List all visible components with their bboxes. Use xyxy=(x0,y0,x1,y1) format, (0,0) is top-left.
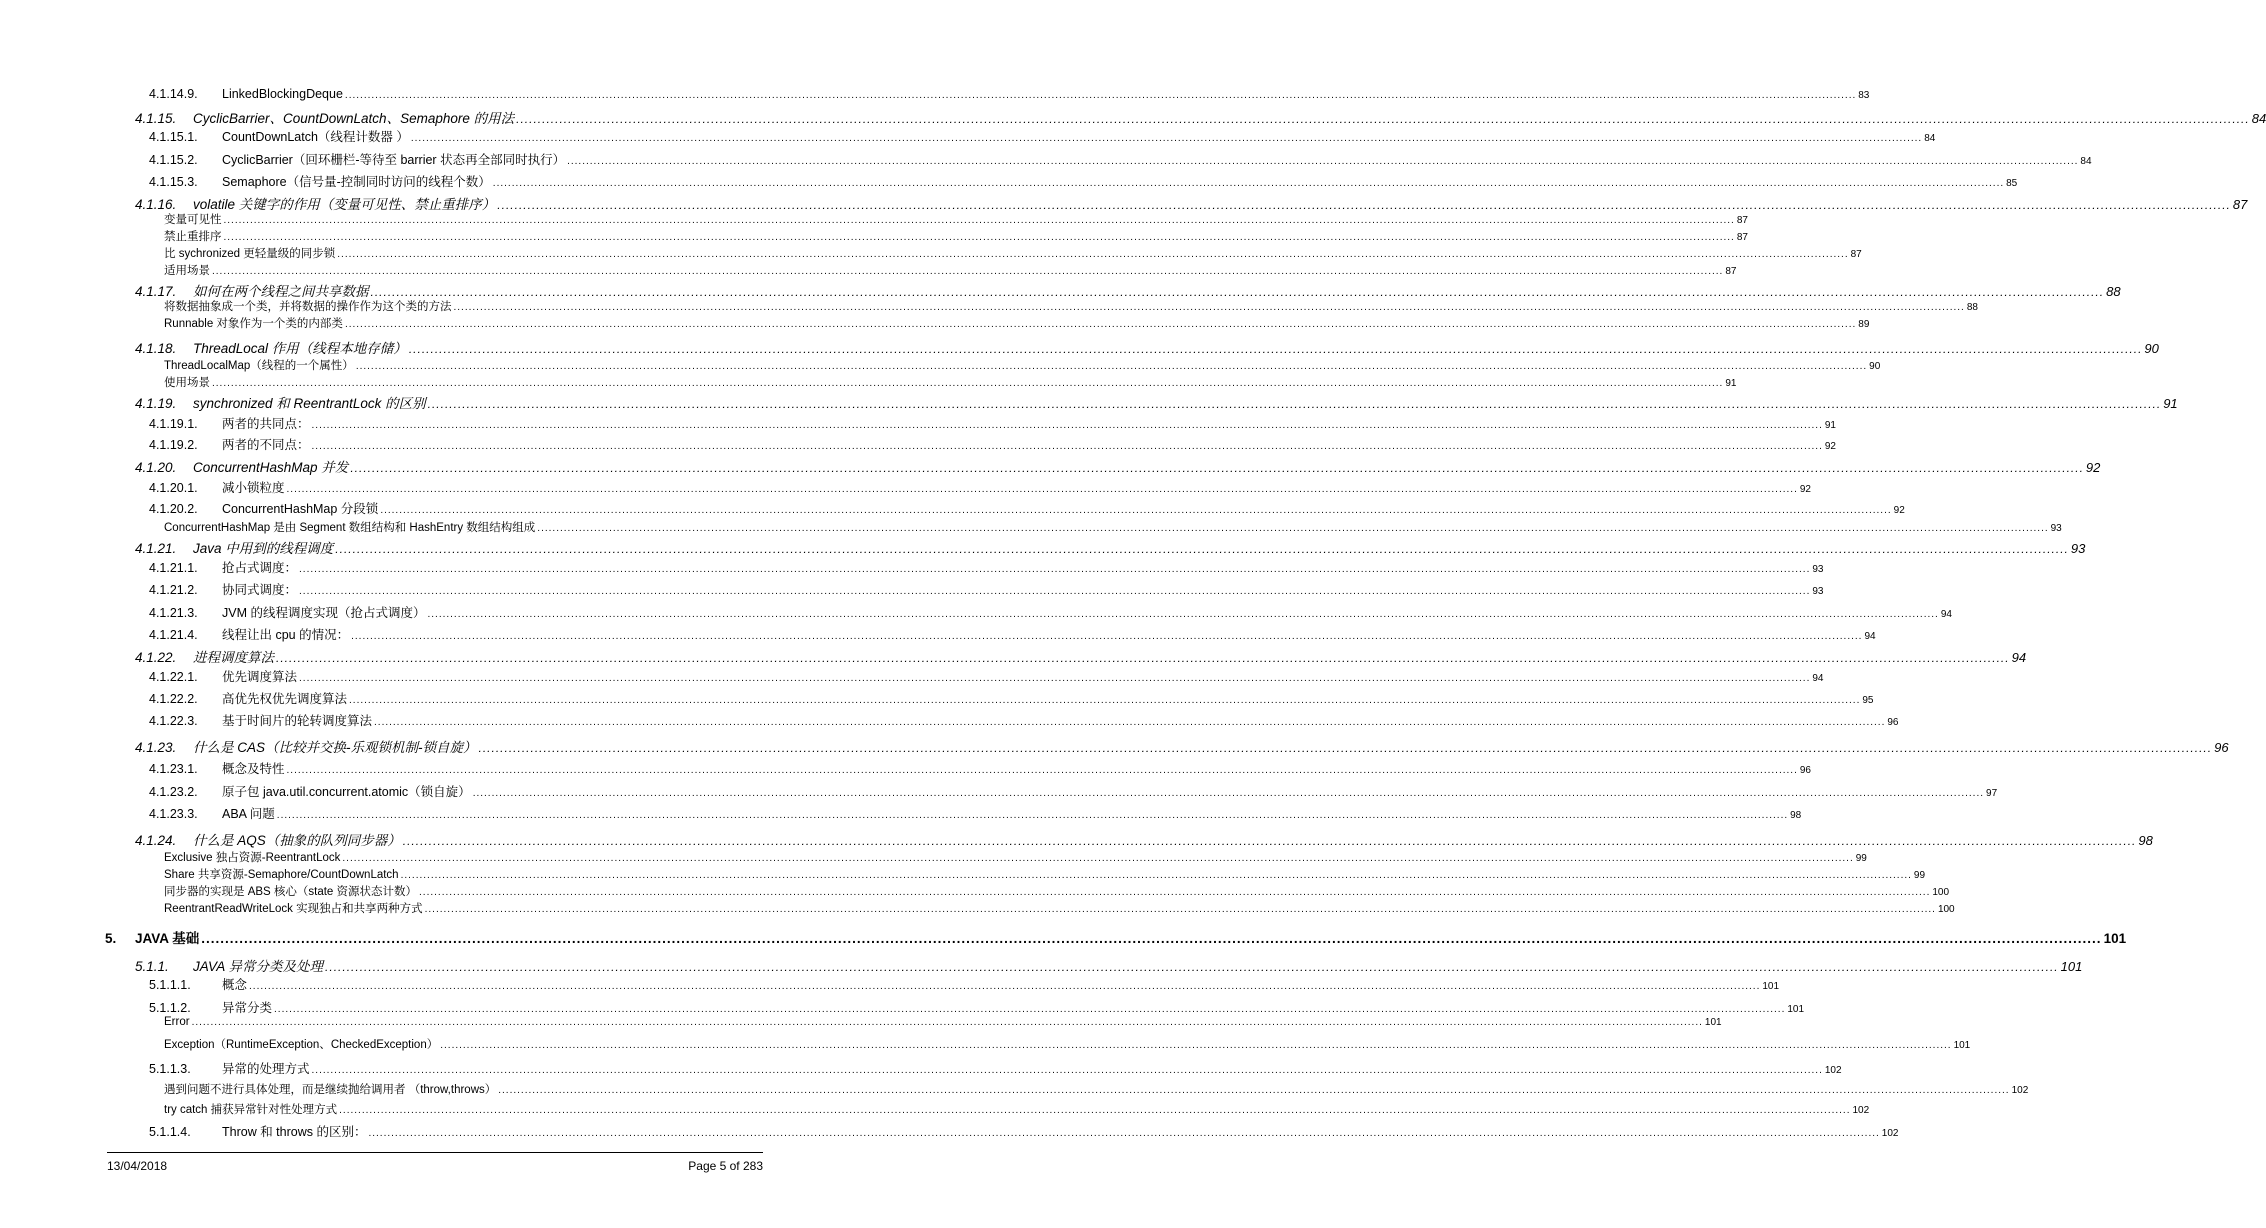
toc-entry-page: 88 xyxy=(2106,284,2121,299)
toc-entry-title: ThreadLocalMap（线程的一个属性） xyxy=(164,360,354,372)
toc-dot-leader: ................................................................................................................................................................................................................................................................................................................................................................................................................ xyxy=(201,931,2102,946)
toc-entry-page: 101 xyxy=(2103,931,2127,946)
toc-entry-title: ThreadLocal 作用（线程本地存储） xyxy=(193,341,407,356)
toc-entry-number: 4.1.24. xyxy=(135,833,177,848)
toc-dot-leader: ................................................................................................................................................................................................................................................................................................................................................................................................................ xyxy=(424,904,1936,915)
toc-entry-title: Error xyxy=(164,1016,190,1028)
toc-entry[interactable] xyxy=(149,580,1824,598)
toc-dot-leader: ................................................................................................................................................................................................................................................................................................................................................................................................................ xyxy=(276,810,1789,821)
toc-entry-page: 93 xyxy=(1812,564,1824,575)
toc-dot-leader: ................................................................................................................................................................................................................................................................................................................................................................................................................ xyxy=(191,1017,1703,1028)
toc-entry[interactable] xyxy=(135,537,2086,557)
toc-dot-leader: ................................................................................................................................................................................................................................................................................................................................................................................................................ xyxy=(299,673,1811,684)
toc-entry-title: 两者的共同点： xyxy=(222,417,310,431)
toc-dot-leader: ................................................................................................................................................................................................................................................................................................................................................................................................................ xyxy=(311,420,1823,431)
toc-entry-number: 4.1.15. xyxy=(135,111,177,126)
toc-entry-number: 5.1.1.2. xyxy=(149,1001,191,1015)
toc-entry-number: 4.1.14.9. xyxy=(149,87,198,101)
toc-entry[interactable] xyxy=(164,519,2062,535)
toc-entry-page: 101 xyxy=(1762,981,1780,992)
toc-entry-title: Java 中用到的线程调度 xyxy=(193,541,334,556)
toc-dot-leader: ................................................................................................................................................................................................................................................................................................................................................................................................................ xyxy=(351,631,1863,642)
toc-entry[interactable] xyxy=(135,456,2101,476)
toc-dot-leader: ................................................................................................................................................................................................................................................................................................................................................................................................................ xyxy=(212,266,1724,277)
toc-entry-title: 异常的处理方式 xyxy=(222,1062,310,1076)
toc-entry-title: 协同式调度： xyxy=(222,583,298,597)
toc-entry-page: 88 xyxy=(1966,302,1978,313)
toc-entry-title: 适用场景 xyxy=(164,265,210,277)
toc-entry[interactable] xyxy=(149,689,1874,707)
toc-dot-leader: ................................................................................................................................................................................................................................................................................................................................................................................................................ xyxy=(427,609,1939,620)
toc-dot-leader: ................................................................................................................................................................................................................................................................................................................................................................................................................ xyxy=(274,1004,1786,1015)
toc-dot-leader: ................................................................................................................................................................................................................................................................................................................................................................................................................ xyxy=(537,523,2049,534)
toc-dot-leader: ................................................................................................................................................................................................................................................................................................................................................................................................................ xyxy=(344,319,1857,330)
toc-dot-leader: ................................................................................................................................................................................................................................................................................................................................................................................................................ xyxy=(497,198,2231,212)
toc-entry-title: 抢占式调度： xyxy=(222,561,298,575)
toc-entry-number: 4.1.21. xyxy=(135,541,177,556)
toc-entry-number: 4.1.19. xyxy=(135,396,177,411)
toc-dot-leader: ................................................................................................................................................................................................................................................................................................................................................................................................................ xyxy=(286,484,1798,495)
toc-entry-page: 98 xyxy=(2138,833,2153,848)
toc-entry-page: 90 xyxy=(2144,341,2159,356)
toc-entry-page: 102 xyxy=(1852,1105,1870,1116)
toc-entry-title: 优先调度算法 xyxy=(222,670,298,684)
toc-entry[interactable] xyxy=(135,736,2229,756)
toc-entry-page: 91 xyxy=(1824,420,1836,431)
toc-entry-page: 102 xyxy=(1824,1065,1842,1076)
toc-entry-title: 异常分类 xyxy=(222,1001,273,1015)
toc-dot-leader: ................................................................................................................................................................................................................................................................................................................................................................................................................ xyxy=(380,505,1892,516)
toc-dot-leader: ................................................................................................................................................................................................................................................................................................................................................................................................................ xyxy=(370,285,2105,299)
toc-entry-page: 102 xyxy=(2011,1085,2029,1096)
toc-dot-leader: ................................................................................................................................................................................................................................................................................................................................................................................................................ xyxy=(344,90,1857,101)
toc-entry-title: 概念及特性 xyxy=(222,762,285,776)
toc-entry-number: 5.1.1.1. xyxy=(149,978,191,992)
toc-entry-page: 100 xyxy=(1932,887,1950,898)
toc-entry[interactable] xyxy=(149,625,1876,643)
toc-dot-leader: ................................................................................................................................................................................................................................................................................................................................................................................................................ xyxy=(339,1105,1851,1116)
toc-entry-title: 同步器的实现是 ABS 核心（state 资源状态计数） xyxy=(164,886,418,898)
toc-entry-page: 94 xyxy=(1940,609,1952,620)
toc-entry-title: Throw 和 throws 的区别： xyxy=(222,1125,367,1139)
toc-entry[interactable] xyxy=(164,849,1867,865)
toc-entry-title: ReentrantReadWriteLock 实现独占和共享两种方式 xyxy=(164,903,423,915)
toc-entry[interactable] xyxy=(164,298,1978,314)
toc-dot-leader: ................................................................................................................................................................................................................................................................................................................................................................................................................ xyxy=(342,853,1854,864)
toc-entry-title: 变量可见性 xyxy=(164,214,222,226)
toc-entry-page: 98 xyxy=(1790,810,1802,821)
toc-entry[interactable] xyxy=(149,804,1802,822)
toc-entry-page: 94 xyxy=(2011,650,2027,665)
toc-dot-leader: ................................................................................................................................................................................................................................................................................................................................................................................................................ xyxy=(325,960,2059,974)
toc-entry[interactable] xyxy=(164,900,1955,916)
toc-entry[interactable] xyxy=(164,211,1748,227)
page-footer xyxy=(107,1152,763,1173)
toc-dot-leader: ................................................................................................................................................................................................................................................................................................................................................................................................................ xyxy=(311,1065,1823,1076)
toc-dot-leader: ................................................................................................................................................................................................................................................................................................................................................................................................................ xyxy=(349,695,1861,706)
toc-entry-title: 减小锁粒度 xyxy=(222,481,285,495)
toc-entry[interactable] xyxy=(164,245,1862,261)
toc-entry[interactable] xyxy=(149,435,1836,453)
toc-dot-leader: ................................................................................................................................................................................................................................................................................................................................................................................................................ xyxy=(453,302,1965,313)
toc-entry-number: 5.1.1.3. xyxy=(149,1062,191,1076)
toc-entry-number: 5. xyxy=(105,931,117,946)
toc-entry[interactable] xyxy=(164,315,1870,331)
toc-entry[interactable] xyxy=(149,499,1905,517)
toc-entry-page: 85 xyxy=(2006,178,2018,189)
toc-dot-leader: ................................................................................................................................................................................................................................................................................................................................................................................................................ xyxy=(299,564,1811,575)
toc-dot-leader: ................................................................................................................................................................................................................................................................................................................................................................................................................ xyxy=(311,441,1823,452)
toc-entry-title: ABA 问题 xyxy=(222,807,275,821)
toc-dot-leader: ................................................................................................................................................................................................................................................................................................................................................................................................................ xyxy=(408,342,2143,356)
toc-entry-page: 97 xyxy=(1986,788,1998,799)
toc-entry[interactable] xyxy=(149,150,2092,168)
toc-entry-page: 101 xyxy=(1704,1017,1722,1028)
toc-entry-number: 4.1.21.1. xyxy=(149,561,198,575)
toc-entry-title: Runnable 对象作为一个类的内部类 xyxy=(164,318,343,330)
toc-entry-page: 84 xyxy=(2080,156,2092,167)
toc-entry-title: LinkedBlockingDeque xyxy=(222,87,343,101)
toc-entry[interactable] xyxy=(149,782,1998,800)
toc-dot-leader: ................................................................................................................................................................................................................................................................................................................................................................................................................ xyxy=(223,215,1735,226)
toc-entry-page: 91 xyxy=(2163,396,2178,411)
toc-entry-title: 遇到问题不进行具体处理，而是继续抛给调用者 （throw,throws） xyxy=(164,1084,497,1096)
toc-entry[interactable] xyxy=(164,1036,1971,1052)
toc-entry-page: 101 xyxy=(2060,959,2083,974)
toc-entry-page: 89 xyxy=(1858,319,1870,330)
toc-dot-leader: ................................................................................................................................................................................................................................................................................................................................................................................................................ xyxy=(498,1085,2010,1096)
toc-entry[interactable] xyxy=(135,829,2153,849)
toc-entry-page: 84 xyxy=(1924,133,1936,144)
toc-entry-title: 进程调度算法 xyxy=(193,650,274,665)
toc-entry-number: 4.1.15.2. xyxy=(149,153,198,167)
toc-dot-leader: ................................................................................................................................................................................................................................................................................................................................................................................................................ xyxy=(402,834,2137,848)
toc-entry-title: try catch 捕获异常针对性处理方式 xyxy=(164,1104,338,1116)
toc-entry[interactable] xyxy=(105,927,2127,947)
toc-entry-page: 100 xyxy=(1937,904,1955,915)
toc-entry-page: 96 xyxy=(1799,765,1811,776)
toc-dot-leader: ................................................................................................................................................................................................................................................................................................................................................................................................................ xyxy=(410,133,1923,144)
toc-entry-page: 92 xyxy=(1799,484,1811,495)
toc-dot-leader: ................................................................................................................................................................................................................................................................................................................................................................................................................ xyxy=(516,112,2250,126)
toc-dot-leader: ................................................................................................................................................................................................................................................................................................................................................................................................................ xyxy=(374,717,1886,728)
toc-entry[interactable] xyxy=(164,1081,2029,1097)
toc-entry-title: CyclicBarrier（回环栅栏-等待至 barrier 状态再全部同时执行） xyxy=(222,153,566,167)
toc-dot-leader: ................................................................................................................................................................................................................................................................................................................................................................................................................ xyxy=(355,361,1868,372)
toc-entry-number: 4.1.15.3. xyxy=(149,175,198,189)
toc-entry-page: 102 xyxy=(1881,1128,1899,1139)
toc-entry[interactable] xyxy=(164,357,1881,373)
toc-entry[interactable] xyxy=(164,866,1926,882)
toc-entry-title: CountDownLatch（线程计数器 ） xyxy=(222,130,409,144)
toc-entry-title: 高优先权优先调度算法 xyxy=(222,692,348,706)
toc-entry-title: Semaphore（信号量-控制同时访问的线程个数） xyxy=(222,175,491,189)
toc-entry[interactable] xyxy=(149,998,1805,1016)
toc-entry[interactable] xyxy=(164,883,1950,899)
toc-entry-number: 4.1.22.1. xyxy=(149,670,198,684)
toc-entry[interactable] xyxy=(135,193,2248,213)
toc-entry[interactable] xyxy=(135,107,2266,127)
toc-entry-title: 线程让出 cpu 的情况： xyxy=(222,628,350,642)
toc-entry-title: JAVA 基础 xyxy=(135,931,200,946)
toc-entry-page: 87 xyxy=(1725,266,1737,277)
toc-entry-title: 两者的不同点： xyxy=(222,438,310,452)
toc-entry-title: ConcurrentHashMap 分段锁 xyxy=(222,502,379,516)
toc-entry-title: Share 共享资源-Semaphore/CountDownLatch xyxy=(164,869,399,881)
toc-entry-number: 4.1.18. xyxy=(135,341,177,356)
toc-entry-title: 基于时间片的轮转调度算法 xyxy=(222,714,373,728)
toc-entry-title: ConcurrentHashMap 并发 xyxy=(193,460,349,475)
toc-entry-number: 5.1.1.4. xyxy=(149,1125,191,1139)
toc-entry[interactable] xyxy=(149,711,1899,729)
toc-entry[interactable] xyxy=(149,667,1824,685)
toc-entry[interactable] xyxy=(149,759,1811,777)
toc-dot-leader: ................................................................................................................................................................................................................................................................................................................................................................................................................ xyxy=(492,178,2005,189)
toc-entry[interactable] xyxy=(149,87,1870,101)
toc-entry[interactable] xyxy=(149,414,1836,432)
toc-entry-page: 99 xyxy=(1855,853,1867,864)
toc-entry-number: 4.1.19.1. xyxy=(149,417,198,431)
toc-entry[interactable] xyxy=(164,262,1737,278)
toc-entry[interactable] xyxy=(149,478,1811,496)
toc-dot-leader: ................................................................................................................................................................................................................................................................................................................................................................................................................ xyxy=(472,788,1985,799)
toc-entry-page: 87 xyxy=(2232,197,2248,212)
toc-dot-leader: ................................................................................................................................................................................................................................................................................................................................................................................................................ xyxy=(419,887,1931,898)
toc-entry-page: 93 xyxy=(2070,541,2086,556)
toc-dot-leader: ................................................................................................................................................................................................................................................................................................................................................................................................................ xyxy=(223,232,1735,243)
toc-entry-page: 101 xyxy=(1787,1004,1805,1015)
toc-entry-page: 87 xyxy=(1736,215,1748,226)
toc-entry-number: 4.1.22. xyxy=(135,650,177,665)
toc-entry[interactable] xyxy=(135,280,2121,300)
toc-entry-number: 4.1.15.1. xyxy=(149,130,198,144)
toc-entry-page: 101 xyxy=(1953,1040,1971,1051)
toc-entry-title: 原子包 java.util.concurrent.atomic（锁自旋） xyxy=(222,785,471,799)
toc-entry-title: synchronized 和 ReentrantLock 的区别 xyxy=(193,396,426,411)
toc-dot-leader: ................................................................................................................................................................................................................................................................................................................................................................................................................ xyxy=(368,1128,1880,1139)
toc-entry[interactable] xyxy=(135,392,2178,412)
toc-entry-page: 87 xyxy=(1850,249,1862,260)
toc-dot-leader: ................................................................................................................................................................................................................................................................................................................................................................................................................ xyxy=(440,1040,1952,1051)
toc-entry[interactable] xyxy=(164,1016,1722,1028)
toc-dot-leader: ................................................................................................................................................................................................................................................................................................................................................................................................................ xyxy=(337,249,1849,260)
toc-dot-leader: ................................................................................................................................................................................................................................................................................................................................................................................................................ xyxy=(350,461,2084,475)
toc-entry[interactable] xyxy=(149,127,1936,145)
toc-entry-title: 如何在两个线程之间共享数据 xyxy=(193,284,369,299)
toc-entry-page: 94 xyxy=(1864,631,1876,642)
toc-entry-number: 4.1.23. xyxy=(135,740,177,755)
toc-entry-number: 4.1.23.2. xyxy=(149,785,198,799)
toc-entry-page: 93 xyxy=(2050,523,2062,534)
toc-entry[interactable] xyxy=(135,955,2083,975)
footer-page-number: Page 5 of 283 xyxy=(688,1159,763,1173)
toc-entry-title: 概念 xyxy=(222,978,248,992)
toc-entry-page: 87 xyxy=(1736,232,1748,243)
toc-entry-number: 4.1.21.3. xyxy=(149,606,198,620)
toc-entry-page: 99 xyxy=(1913,870,1926,881)
toc-entry-page: 92 xyxy=(1893,505,1905,516)
toc-entry-page: 94 xyxy=(1812,673,1824,684)
toc-entry-title: 什么是 AQS（抽象的队列同步器） xyxy=(193,833,401,848)
toc-entry-title: volatile 关键字的作用（变量可见性、禁止重排序） xyxy=(193,197,496,212)
toc-entry-number: 4.1.20.2. xyxy=(149,502,198,516)
toc-entry-number: 4.1.20. xyxy=(135,460,177,475)
toc-entry-number: 4.1.22.2. xyxy=(149,692,198,706)
toc-entry-title: Exclusive 独占资源-ReentrantLock xyxy=(164,852,341,864)
toc-entry-page: 90 xyxy=(1869,361,1881,372)
toc-entry[interactable] xyxy=(149,172,2018,190)
toc-entry[interactable] xyxy=(149,603,1952,621)
toc-entry-number: 4.1.23.1. xyxy=(149,762,198,776)
toc-entry-title: JVM 的线程调度实现（抢占式调度） xyxy=(222,606,426,620)
toc-dot-leader: ................................................................................................................................................................................................................................................................................................................................................................................................................ xyxy=(567,156,2079,167)
toc-entry-number: 4.1.17. xyxy=(135,284,177,299)
toc-dot-leader: ................................................................................................................................................................................................................................................................................................................................................................................................................ xyxy=(212,378,1724,389)
toc-entry[interactable] xyxy=(149,1122,1899,1140)
toc-entry[interactable] xyxy=(149,975,1780,993)
toc-entry-page: 91 xyxy=(1725,378,1737,389)
toc-entry-number: 4.1.21.4. xyxy=(149,628,198,642)
toc-entry-title: CyclicBarrier、CountDownLatch、Semaphore 的用法 xyxy=(193,111,515,126)
toc-dot-leader: ................................................................................................................................................................................................................................................................................................................................................................................................................ xyxy=(400,870,1912,881)
toc-entry[interactable] xyxy=(135,646,2027,666)
toc-dot-leader: ................................................................................................................................................................................................................................................................................................................................................................................................................ xyxy=(427,397,2162,411)
toc-entry-number: 4.1.19.2. xyxy=(149,438,198,452)
toc-dot-leader: ................................................................................................................................................................................................................................................................................................................................................................................................................ xyxy=(249,981,1761,992)
toc-entry-page: 92 xyxy=(1824,441,1836,452)
toc-entry-number: 4.1.22.3. xyxy=(149,714,198,728)
toc-entry-page: 93 xyxy=(1812,586,1824,597)
toc-entry-title: Exception（RuntimeException、CheckedException） xyxy=(164,1039,439,1051)
toc-entry-page: 95 xyxy=(1862,695,1874,706)
toc-entry[interactable] xyxy=(164,1101,1870,1117)
toc-entry-page: 83 xyxy=(1858,90,1870,101)
footer-date: 13/04/2018 xyxy=(107,1159,168,1173)
toc-entry[interactable] xyxy=(149,558,1824,576)
toc-entry[interactable] xyxy=(149,1059,1842,1077)
toc-entry-title: 什么是 CAS（比较并交换-乐观锁机制-锁自旋） xyxy=(193,740,477,755)
toc-entry[interactable] xyxy=(135,337,2159,357)
toc-dot-leader: ................................................................................................................................................................................................................................................................................................................................................................................................................ xyxy=(286,765,1798,776)
toc-entry-number: 4.1.23.3. xyxy=(149,807,198,821)
toc-entry-number: 4.1.21.2. xyxy=(149,583,198,597)
toc-dot-leader: ................................................................................................................................................................................................................................................................................................................................................................................................................ xyxy=(299,586,1811,597)
toc-entry-title: 将数据抽象成一个类，并将数据的操作作为这个类的方法 xyxy=(164,301,452,313)
toc-dot-leader: ................................................................................................................................................................................................................................................................................................................................................................................................................ xyxy=(276,651,2010,665)
toc-entry-title: ConcurrentHashMap 是由 Segment 数组结构和 HashEntry 数组结构组成 xyxy=(164,522,536,534)
toc-entry-number: 4.1.16. xyxy=(135,197,177,212)
toc-entry-number: 4.1.20.1. xyxy=(149,481,198,495)
toc-entry-title: 比 sychronized 更轻量级的同步锁 xyxy=(164,248,336,260)
toc-entry[interactable] xyxy=(164,228,1748,244)
toc-entry-title: JAVA 异常分类及处理 xyxy=(193,959,324,974)
toc-dot-leader: ................................................................................................................................................................................................................................................................................................................................................................................................................ xyxy=(335,542,2069,556)
toc-dot-leader: ................................................................................................................................................................................................................................................................................................................................................................................................................ xyxy=(478,741,2213,755)
toc-entry[interactable] xyxy=(164,374,1737,390)
toc-entry-title: 使用场景 xyxy=(164,377,210,389)
toc-entry-page: 96 xyxy=(2214,740,2229,755)
toc-entry-page: 96 xyxy=(1887,717,1899,728)
toc-entry-page: 92 xyxy=(2085,460,2101,475)
toc-entry-number: 5.1.1. xyxy=(135,959,169,974)
toc-entry-page: 84 xyxy=(2251,111,2266,126)
toc-entry-title: 禁止重排序 xyxy=(164,231,222,243)
